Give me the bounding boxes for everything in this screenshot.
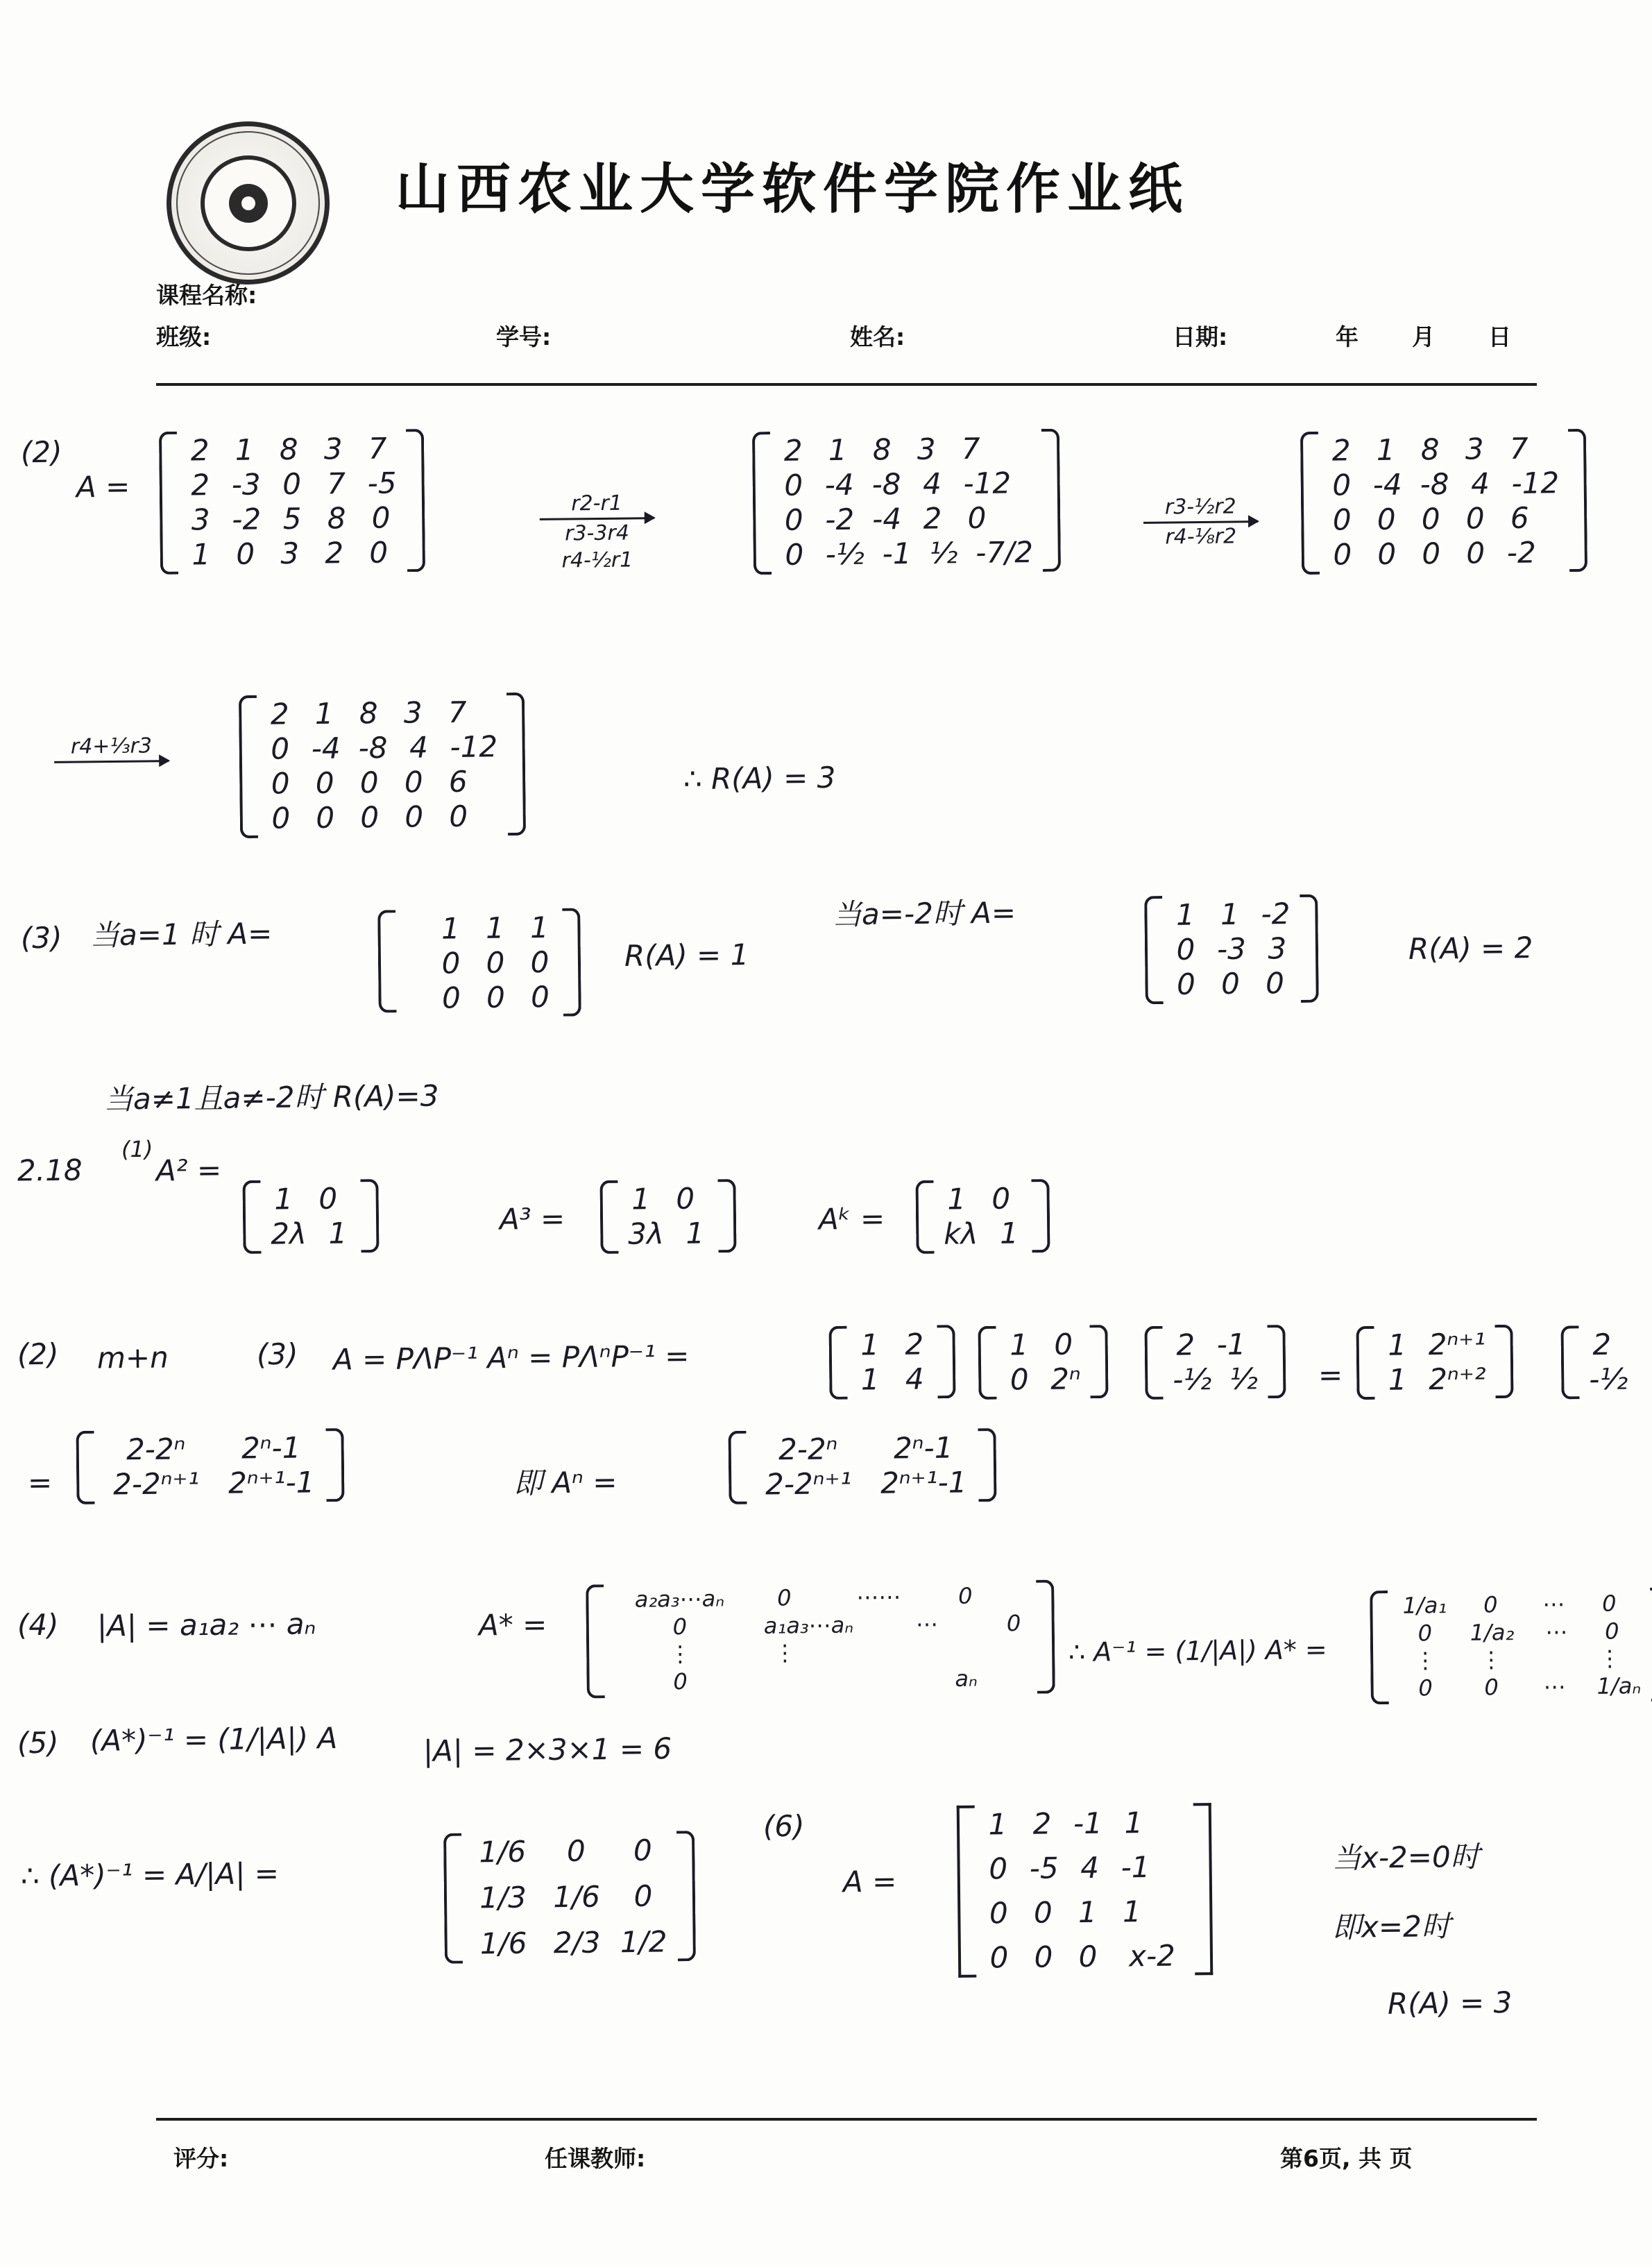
q3-result2-matrix: 2-2ⁿ 2ⁿ-1 2-2ⁿ⁺¹ 2ⁿ⁺¹-1 [728,1428,996,1504]
course-label: 课程名称: [156,282,257,309]
q12-lhs: A = [76,469,130,504]
class-label: 班级: [156,323,212,350]
q13-case2-prefix: 当a=-2时 A= [832,895,1016,932]
meta-row-course [156,278,1537,319]
teacher-label: 任课教师: [545,2145,646,2172]
q218-ak-matrix: 1 0 kλ 1 [915,1179,1050,1254]
q12-matrix-3: 2 1 8 3 7 0 -4 -8 4 -12 0 0 0 0 6 0 0 0 0 -2 [1300,429,1588,575]
q3-pinv-matrix: 2 -1 -½ ½ [1144,1325,1286,1400]
footer-divider [156,2118,1537,2121]
q4-det: |A| = a₁a₂ ⋯ aₙ [96,1606,316,1643]
q3-tag: (3) [256,1337,298,1372]
q6-lhs: A = [842,1864,897,1899]
q4-tag: (4) [17,1607,59,1643]
q218-a3-matrix: 1 0 3λ 1 [599,1179,736,1254]
q6-matrix: 1 2 -1 1 0 -5 4 -1 0 0 1 1 0 0 0 x-2 [957,1803,1214,1978]
q12-op-3: r4+⅓r3 [49,735,174,765]
q3-result-matrix: 2-2ⁿ 2ⁿ-1 2-2ⁿ⁺¹ 2ⁿ⁺¹-1 [76,1428,344,1504]
name-label: 姓名: [850,323,905,350]
day-label: 日 [1488,323,1511,350]
q13-tag: (3) [20,920,62,956]
q6-tag: (6) [763,1808,805,1844]
page-number-text: 第6页, 共 页 [1280,2145,1413,2172]
header-divider [156,383,1537,386]
q12-op-2: r3-½r2 r4-⅛r2 [1138,495,1264,548]
q2-tag: (2) [17,1337,59,1372]
q12-op-1: r2-r1 r3-3r4 r4-½r1 [534,492,660,572]
q6-note1: 当x-2=0时 [1331,1839,1480,1876]
q3-lambda-matrix: 1 0 0 2ⁿ [978,1325,1109,1400]
meta-row-info [156,319,1537,361]
q4-adj-matrix: a₂a₃⋯aₙ 0 ⋯⋯ 0 0 a₁a₃⋯aₙ ⋯ 0 ⋮ ⋮ 0 aₙ [586,1579,1055,1698]
page-title: 山西农业大学软件学院作业纸 [395,158,1190,221]
q5-line1: (A*)⁻¹ = (1/|A|) A [90,1721,338,1758]
q4-inv-matrix: 1/a₁ 0 ⋯ 0 0 1/a₂ ⋯ 0 ⋮ ⋮ ⋮ 0 0 ⋯ 1/aₙ [1370,1588,1652,1705]
q13-case1-matrix: 1 1 1 0 0 0 0 0 0 [377,908,581,1018]
q13-case2-matrix: 1 1 -2 0 -3 3 0 0 0 [1144,894,1319,1005]
meta-fields [156,278,1537,361]
q3-eq: = [1318,1357,1343,1393]
q12-tag: (2) [20,434,62,470]
q5-tag: (5) [17,1725,59,1761]
q12-matrix-1 [159,429,425,575]
q3-line1: A = PΛP⁻¹ Aⁿ = PΛⁿP⁻¹ = [332,1339,690,1377]
q12-conclusion: ∴ R(A) = 3 [683,760,836,797]
q218-tag: 2.18 [17,1153,83,1188]
q6-note2: 即x=2时 [1331,1909,1451,1944]
page-footer [156,2141,1537,2182]
q12-matrix-2: 2 1 8 3 7 0 -4 -8 4 -12 0 -2 -4 2 0 0 -½ -1 ½ -7/2 [752,429,1061,575]
q5-det: |A| = 2×3×1 = 6 [423,1731,672,1768]
q3-p-matrix: 1 2 1 4 [828,1325,955,1400]
q4-adj-label: A* = [478,1607,547,1643]
year-label: 年 [1336,323,1359,350]
q13-case1-prefix: 当a=1 时 A= [90,916,273,953]
q4-inv-label: ∴ A⁻¹ = (1/|A|) A* = [1068,1634,1327,1668]
date-label: 日期: [1173,323,1228,350]
q218-a2-label: A² = [155,1153,222,1188]
score-label: 评分: [173,2145,229,2172]
q3-prod2-matrix: 2 -½ [1560,1325,1637,1399]
q218-a2-matrix: 1 0 2λ 1 [242,1179,379,1254]
q218-a3-label: A³ = [499,1201,565,1237]
q3-prod1-matrix: 1 2ⁿ⁺¹ 1 2ⁿ⁺² [1356,1325,1514,1400]
q3-line2-prefix: = [27,1465,53,1500]
q6-note3: R(A) = 3 [1387,1985,1513,2021]
q13-case2-rank: R(A) = 2 [1408,931,1533,966]
q218-ak-label: Aᵏ = [818,1201,885,1237]
q5-matrix: 1/6 0 0 1/3 1/6 0 1/6 2/3 1/2 [443,1831,696,1964]
matrix-rows: 2 1 8 3 7 2 -3 0 7 -5 3 -2 5 8 0 1 0 3 2 0 [190,431,397,572]
q13-case1-rank: R(A) = 1 [624,938,749,973]
month-label: 月 [1412,323,1435,350]
q13-case3: 当a≠1且a≠-2时 R(A)=3 [103,1078,439,1117]
q3-line2-mid: 即 Aⁿ = [513,1465,618,1500]
q218-sub: (1) [121,1135,153,1163]
student-id-label: 学号: [496,323,552,350]
q12-matrix-4: 2 1 8 3 7 0 -4 -8 4 -12 0 0 0 0 6 0 0 0 0 0 [239,693,527,839]
q5-line2: ∴ (A*)⁻¹ = A/|A| = [20,1856,280,1893]
university-seal-icon [167,121,330,285]
page-header [0,56,1652,221]
q2-answer: m+n [96,1340,169,1375]
